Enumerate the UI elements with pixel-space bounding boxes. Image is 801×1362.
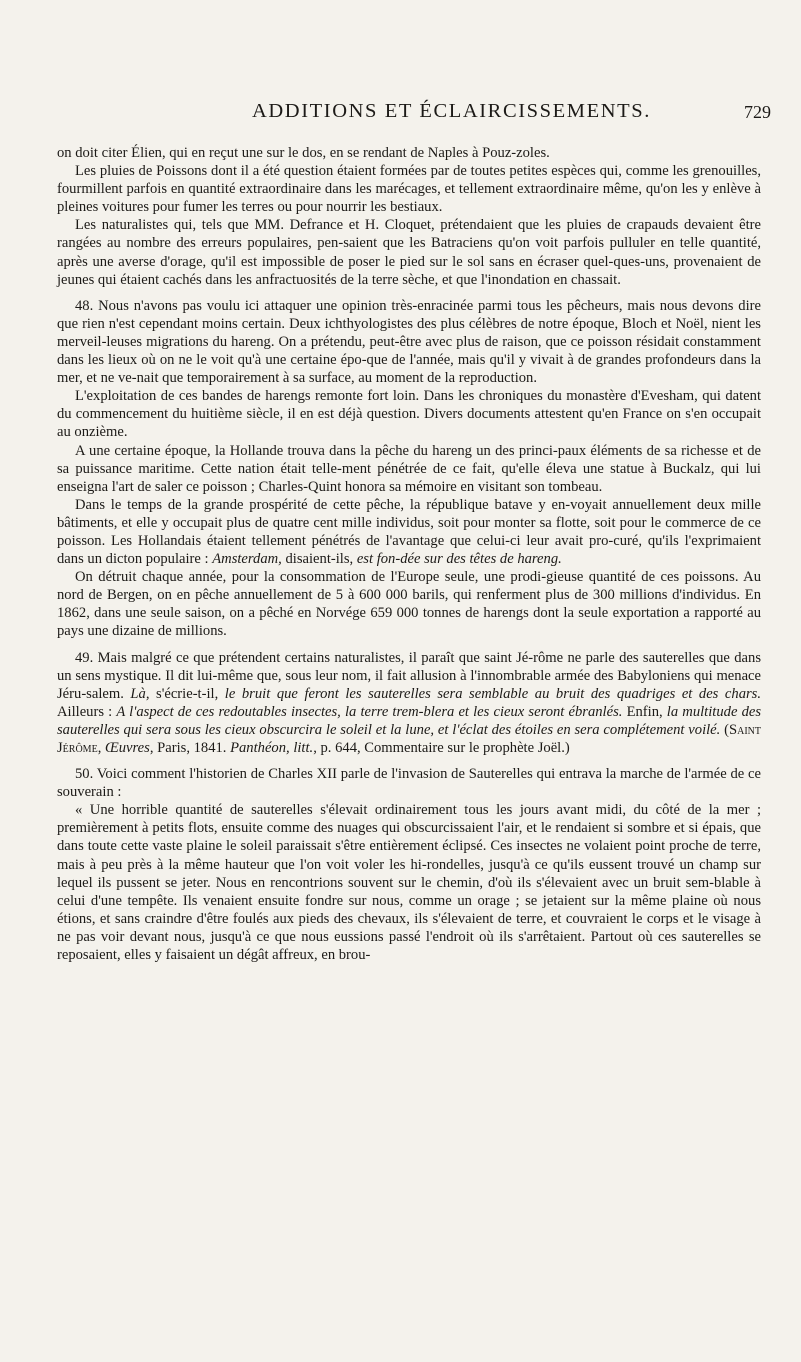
note-48-paragraph: 48. Nous n'avons pas voulu ici attaquer une opinion très-enracinée parmi tous les pêcheurs, mais nous devons dire que rien n'est cependant moins certain. Deux ichthyologistes des plus célèbres de notre époque, Bloch et Noël, nient les merveil-leuses migrations du hareng. On a prétendu, peut-être avec plus de raison, que ce poisson résidait constamment dans les lieux où on ne le voit qu'à une certaine épo-que de l'année, mais qu'il y vivait à de grandes profondeurs dans la mer, et ne ve-nait que temporairement à sa surface, au moment de la reproduction. xyxy=(57,297,761,387)
paragraph: Les naturalistes qui, tels que MM. Defrance et H. Cloquet, prétendaient que les pluies de crapauds devaient être rangées au nombre des erreurs populaires, pen-saient que les Batraciens qu'on voit parfois pulluler en telle quantité, après une averse d'orage, qu'il est impossible de poser le pied sur le sol sans en écraser quel-ques-uns, provenaient de jeunes qui étaient cachés dans les anfractuosités de la terre sèche, et que l'inondation en chassait. xyxy=(57,217,761,288)
note-50-paragraph: 50. Voici comment l'historien de Charles XII parle de l'invasion de Sauterelles qui entrava la marche de l'armée de ce souverain : xyxy=(57,766,761,801)
body-text xyxy=(57,144,761,964)
paragraph: Les pluies de Poissons dont il a été question étaient formées par de toutes petites espèces qui, comme les grenouilles, fourmillent parfois en quantité extraordinaire dans les marécages, et tellement extraordinaire même, qu'on les y enlève à pleines voitures pour fumer les terres ou pour nourrir les bestiaux. xyxy=(57,163,761,216)
quotation-paragraph: « Une horrible quantité de sauterelles s'élevait ordinairement tous les jours avant midi, du côté de la mer ; premièrement à petits flots, ensuite comme des nuages qui obscurcissaient l'air, et le rendaient si sombre et si épais, que dans toute cette vaste plaine le soleil paraissait s'être entièrement éclipsé. Ces insectes ne volaient point proche de terre, mais à peu près à la même hauteur que l'on voit voler les hi-rondelles, jusqu'à ce qu'ils eussent trouvé un champ sur lequel ils pussent se jeter. Nous en rencontrions souvent sur le chemin, d'où ils s'élevaient avec un bruit sem-blable à celui d'une tempête. Ils venaient ensuite fondre sur nous, comme un orage ; se jetaient sur la même plaine où nous étions, et sans craindre d'être foulés aux pieds des chevaux, ils s'élevaient de terre, et couvraient le corps et le visage à ne pas voir devant nous, jusqu'à ce que nous eussions passé l'endroit où ils s'arrêtaient. Partout où ces sauterelles se reposaient, elles y faisaient un dégât affreux, en brou- xyxy=(57,802,761,964)
note-49-paragraph: 49. Mais malgré ce que prétendent certains naturalistes, il paraît que saint Jé-rôme ne parle des sauterelles que dans un sens mystique. Il dit lui-même que, sous leur nom, il fait allusion à l'innombrable armée des Babyloniens qui menace Jéru-salem. Là, s'écrie-t-il, le bruit que feront les sauterelles sera semblable au bruit des quadriges et des chars. Ailleurs : A l'aspect de ces redoutables insectes, la terre trem-blera et les cieux seront ébranlés. Enfin, la multitude des sauterelles qui sera sous les cieux obscurcira le soleil et la lune, et l'éclat des étoiles en sera complétement voilé. (Saint Jérôme, Œuvres, Paris, 1841. Panthéon, litt., p. 644, Commentaire sur le prophète Joël.) xyxy=(57,649,762,756)
paragraph: L'exploitation de ces bandes de harengs remonte fort loin. Dans les chroniques du monastère d'Evesham, qui datent du commencement du huitième siècle, il en est déjà question. Divers documents attestent qu'en France on s'en occupait au onzième. xyxy=(57,388,761,441)
running-header xyxy=(0,100,801,126)
paragraph: On détruit chaque année, pour la consommation de l'Europe seule, une prodi-gieuse quantité de ces poissons. Au nord de Bergen, on en pêche annuellement de 5 à 600 000 barils, qui renferment plus de 300 millions d'individus. En 1862, dans une seule saison, on a pêché en Norvége 659 000 tonnes de harengs dont la seule exportation a rapporté au pays une dizaine de millions. xyxy=(57,569,761,640)
running-title: ADDITIONS ET ÉCLAIRCISSEMENTS. xyxy=(252,100,651,122)
paragraph: on doit citer Élien, qui en reçut une sur le dos, en se rendant de Naples à Pouz-zoles. xyxy=(57,145,550,161)
paragraph: A une certaine époque, la Hollande trouva dans la pêche du hareng un des princi-paux éléments de sa richesse et de sa puissance maritime. Cette nation était telle-ment pénétrée de ce fait, qu'elle éleva une statue à Buckalz, qui lui enseigna l'art de saler ce poisson ; Charles-Quint honora sa mémoire en visitant son tombeau. xyxy=(57,442,761,495)
paragraph: Dans le temps de la grande prospérité de cette pêche, la république batave y en-voyait annuellement deux mille bâtiments, et elle y occupait plus de quatre cent mille individus, soit pour monter sa flotte, soit pour le commerce de ce poisson. Les Hollandais étaient tellement pénétrés de l'avantage que celui-ci leur avait pro-curé, qu'ils l'exprimaient dans un dicton populaire : Amsterdam, disaient-ils, est fon-dée sur des têtes de hareng. xyxy=(57,496,761,568)
page-number: 729 xyxy=(744,102,771,122)
